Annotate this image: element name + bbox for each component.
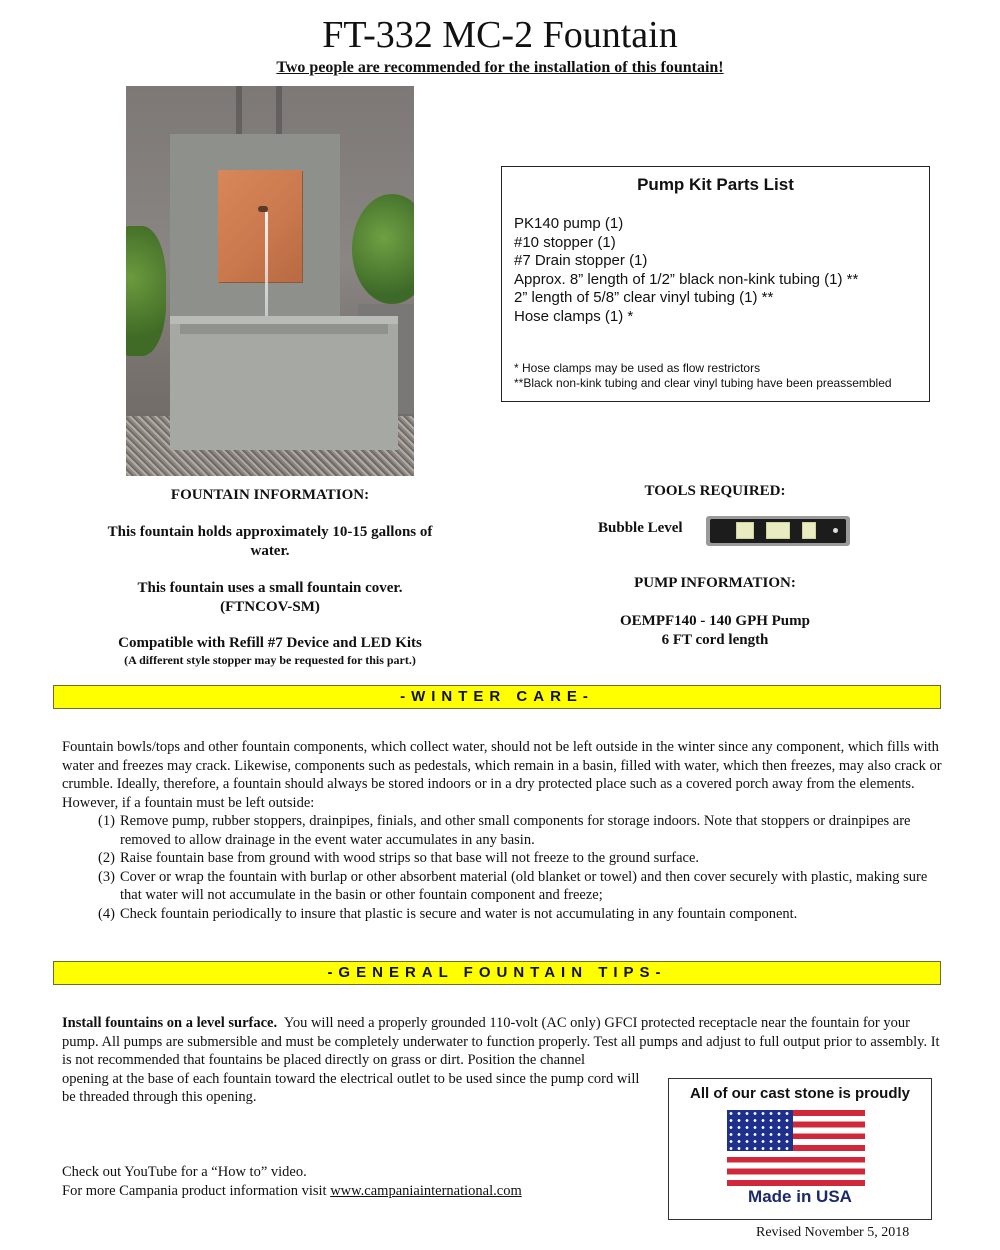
kit-note: **Black non-kink tubing and clear vinyl tubing have been preassembled bbox=[514, 376, 892, 390]
winter-care-text bbox=[62, 738, 942, 923]
level-vial bbox=[736, 522, 754, 539]
usa-tagline: All of our cast stone is proudly bbox=[689, 1085, 911, 1102]
tools-required-heading: TOOLS REQUIRED: bbox=[644, 483, 786, 499]
winter-intro: Fountain bowls/tops and other fountain components, which collect water, should not be left outside in the winter since any component, which fills with water and freezes may crack. Likewise, components such as pedestals, which remain in a basin, filled with water, which then freezes, may also crack or crumble. Ideally, therefore, a fountain should always be stored indoors or in a dry protected place such as a covered porch away from the elements. However, if a fountain must be left outside: bbox=[62, 739, 942, 811]
pump-info-heading: PUMP INFORMATION: bbox=[634, 575, 796, 591]
fountain-photo bbox=[126, 86, 414, 476]
campania-website-link[interactable]: www.campaniainternational.com bbox=[330, 1183, 522, 1199]
winter-care-banner: -WINTER CARE- bbox=[53, 685, 941, 709]
pump-info bbox=[580, 612, 850, 650]
tips-paragraph bbox=[62, 1014, 942, 1070]
step-number: (4) bbox=[98, 905, 115, 922]
level-vial bbox=[766, 522, 790, 539]
step-text: Check fountain periodically to insure that plastic is secure and water is not accumulating in any fountain component. bbox=[120, 905, 798, 922]
winter-step bbox=[62, 849, 942, 868]
us-flag-icon bbox=[727, 1110, 865, 1186]
pump-kit-parts-box bbox=[501, 166, 930, 402]
more-info-text: For more Campania product information visit bbox=[62, 1183, 331, 1199]
pump-kit-list bbox=[514, 215, 858, 326]
general-tips-banner: -GENERAL FOUNTAIN TIPS- bbox=[53, 961, 941, 985]
bubble-level-icon bbox=[706, 516, 850, 546]
pump-kit-title: Pump Kit Parts List bbox=[637, 175, 794, 194]
kit-item: Approx. 8” length of 1/2” black non-kink tubing (1) ** bbox=[514, 270, 859, 288]
kit-item: PK140 pump (1) bbox=[514, 215, 624, 232]
winter-step bbox=[62, 868, 942, 905]
compat-text: Compatible with Refill #7 Device and LED Kits bbox=[118, 635, 422, 651]
pump-kit-notes bbox=[514, 361, 892, 391]
copper-panel bbox=[218, 170, 302, 282]
level-hole bbox=[833, 528, 838, 533]
water-stream bbox=[265, 212, 268, 332]
capacity-text: This fountain holds approximately 10-15 gallons of water. bbox=[107, 524, 433, 559]
step-text: Raise fountain base from ground with wood strips so that base will not freeze to the ground surface. bbox=[120, 850, 700, 866]
page-title: FT-332 MC-2 Fountain bbox=[322, 14, 678, 56]
winter-step bbox=[62, 812, 942, 849]
cover-sku: (FTNCOV-SM) bbox=[220, 599, 320, 615]
step-number: (1) bbox=[98, 813, 115, 829]
shrub-left bbox=[126, 226, 166, 356]
installation-warning: Two people are recommended for the installation of this fountain! bbox=[276, 59, 724, 76]
pump-model: OEMPF140 - 140 GPH Pump bbox=[620, 613, 810, 629]
winter-step bbox=[62, 905, 942, 924]
made-in-usa-label: Made in USA bbox=[748, 1187, 852, 1206]
revision-date: Revised November 5, 2018 bbox=[756, 1225, 910, 1240]
kit-item: Hose clamps (1) * bbox=[514, 307, 634, 325]
fountain-capacity bbox=[60, 523, 480, 561]
basin-inner bbox=[180, 324, 388, 334]
tips-body: You will need a properly grounded 110-volt (AC only) GFCI protected receptacle near the fountain for your pump. All pumps are submersible and must be completely underwater to function properly. Test all pumps and adjust to full output prior to assembly. It is not recommended that fountains be placed directly on grass or dirt. Position the channel bbox=[62, 1015, 940, 1068]
cover-text: This fountain uses a small fountain cover. bbox=[137, 580, 403, 596]
tips-lead: Install fountains on a level surface. bbox=[62, 1015, 278, 1031]
compat-note: (A different style stopper may be requested for this part.) bbox=[124, 653, 416, 667]
tool-bubble-level: Bubble Level bbox=[598, 520, 683, 536]
step-number: (2) bbox=[98, 850, 115, 866]
more-info bbox=[62, 1182, 522, 1201]
step-text: Cover or wrap the fountain with burlap or other absorbent material (old blanket or towel) and then cover securely with plastic, making sure that water will not accumulate in the basin or other fountain component and freeze; bbox=[120, 868, 928, 903]
shrub-right bbox=[352, 194, 414, 304]
kit-item: #7 Drain stopper (1) bbox=[514, 252, 648, 269]
fountain-info-heading: FOUNTAIN INFORMATION: bbox=[170, 487, 370, 503]
kit-item: #10 stopper (1) bbox=[514, 233, 616, 251]
level-vial bbox=[802, 522, 816, 539]
step-text: Remove pump, rubber stoppers, drainpipes, finials, and other small components for storage indoors. Note that stoppers or drainpipes are removed to allow drainage in the event water accumulates in any basin. bbox=[120, 813, 911, 848]
youtube-note: Check out YouTube for a “How to” video. bbox=[62, 1164, 307, 1180]
winter-steps bbox=[62, 812, 942, 923]
pump-cord: 6 FT cord length bbox=[661, 632, 769, 648]
kit-note: * Hose clamps may be used as flow restrictors bbox=[514, 361, 761, 375]
flag-canton bbox=[727, 1110, 793, 1151]
made-in-usa-badge bbox=[668, 1078, 932, 1220]
fountain-basin bbox=[170, 316, 398, 450]
kit-item: 2” length of 5/8” clear vinyl tubing (1) ** bbox=[514, 289, 774, 306]
tips-paragraph-cont: opening at the base of each fountain toward the electrical outlet to be used since the pump cord will be threaded through this opening. bbox=[62, 1070, 640, 1105]
fountain-cover bbox=[60, 579, 480, 617]
fountain-compatibility bbox=[60, 635, 480, 669]
step-number: (3) bbox=[98, 868, 115, 885]
